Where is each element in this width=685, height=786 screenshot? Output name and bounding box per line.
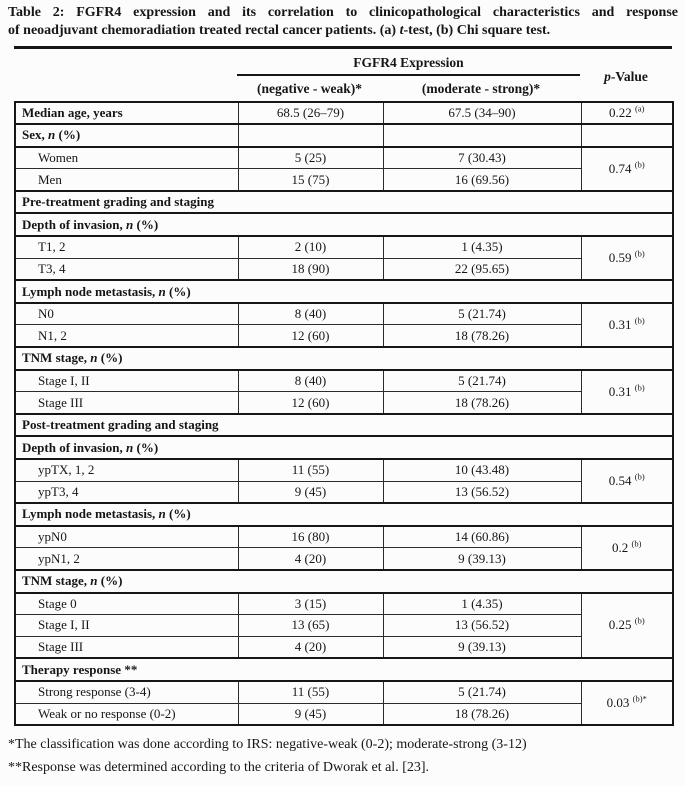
category-label: TNM stage, n (%) bbox=[15, 347, 673, 370]
value-cell: 8 (40) bbox=[238, 370, 383, 392]
value-cell: 4 (20) bbox=[238, 636, 383, 658]
empty-cell bbox=[581, 124, 673, 147]
p-value-superscript: (b) bbox=[634, 616, 645, 627]
category-label: Post-treatment grading and staging bbox=[15, 414, 673, 437]
table-footnotes bbox=[8, 733, 685, 779]
category-row bbox=[15, 213, 673, 236]
p-value-superscript: (b) bbox=[634, 315, 645, 326]
value-cell: 12 (60) bbox=[238, 325, 383, 347]
category-row bbox=[15, 658, 673, 681]
p-value-cell: 0.54 $^{(b)}$ bbox=[581, 459, 673, 503]
row-label: Stage 0 bbox=[15, 593, 238, 615]
category-row bbox=[15, 191, 673, 214]
value-cell: 18 (78.26) bbox=[383, 392, 581, 414]
table-row bbox=[15, 459, 673, 481]
category-label: TNM stage, n (%) bbox=[15, 570, 673, 593]
value-cell: 7 (30.43) bbox=[383, 147, 581, 169]
value-cell: 18 (90) bbox=[238, 258, 383, 280]
value-cell: 67.5 (34–90) bbox=[383, 102, 581, 125]
table-row bbox=[15, 392, 673, 414]
table-row bbox=[15, 370, 673, 392]
table-caption-line2: of neoadjuvant chemoradiation treated rectal cancer patients. (a) t-test, (b) Chi square test. bbox=[8, 22, 551, 38]
p-value-cell: 0.74 $^{(b)}$ bbox=[581, 147, 673, 191]
value-cell: 11 (55) bbox=[238, 681, 383, 703]
value-cell: 9 (39.13) bbox=[383, 548, 581, 570]
category-row bbox=[15, 436, 673, 459]
value-cell: 8 (40) bbox=[238, 303, 383, 325]
category-label: Depth of invasion, n (%) bbox=[15, 436, 673, 459]
category-row bbox=[15, 347, 673, 370]
value-cell: 22 (95.65) bbox=[383, 258, 581, 280]
category-label: Pre-treatment grading and staging bbox=[15, 191, 673, 214]
value-cell: 16 (80) bbox=[238, 526, 383, 548]
row-label: T3, 4 bbox=[15, 258, 238, 280]
table-row bbox=[15, 258, 673, 280]
row-label: ypN0 bbox=[15, 526, 238, 548]
row-label: Stage III bbox=[15, 636, 238, 658]
value-cell: 9 (39.13) bbox=[383, 636, 581, 658]
row-label: T1, 2 bbox=[15, 236, 238, 258]
table-header bbox=[14, 49, 672, 101]
header-col-p-value: p-Value bbox=[604, 68, 648, 84]
row-label: Stage III bbox=[15, 392, 238, 414]
data-table bbox=[14, 101, 674, 727]
table-row bbox=[15, 548, 673, 570]
category-row bbox=[15, 280, 673, 303]
value-cell: 13 (56.52) bbox=[383, 615, 581, 637]
footnote-irs-classification: *The classification was done according to IRS: negative-weak (0-2); moderate-strong (3-12) bbox=[8, 737, 527, 753]
table-row bbox=[15, 703, 673, 725]
table-row bbox=[15, 481, 673, 503]
value-cell: 14 (60.86) bbox=[383, 526, 581, 548]
value-cell: 68.5 (26–79) bbox=[238, 102, 383, 125]
category-label: Lymph node metastasis, n (%) bbox=[15, 503, 673, 526]
value-cell: 11 (55) bbox=[238, 459, 383, 481]
value-cell: 4 (20) bbox=[238, 548, 383, 570]
value-cell: 18 (78.26) bbox=[383, 703, 581, 725]
table-row bbox=[15, 303, 673, 325]
value-cell: 1 (4.35) bbox=[383, 236, 581, 258]
table-row bbox=[15, 526, 673, 548]
p-value-cell: 0.25 $^{(b)}$ bbox=[581, 593, 673, 659]
header-col-moderate-strong: (moderate - strong)* bbox=[421, 80, 541, 96]
p-value-superscript: (b) bbox=[634, 159, 645, 170]
row-label: ypN1, 2 bbox=[15, 548, 238, 570]
row-label: Weak or no response (0-2) bbox=[15, 703, 238, 725]
p-value-superscript: (b) bbox=[634, 248, 645, 259]
row-label: N0 bbox=[15, 303, 238, 325]
table-row bbox=[15, 325, 673, 347]
value-cell: 18 (78.26) bbox=[383, 325, 581, 347]
table-row bbox=[15, 593, 673, 615]
category-label: Depth of invasion, n (%) bbox=[15, 213, 673, 236]
row-label: ypT3, 4 bbox=[15, 481, 238, 503]
p-value-superscript: (b) bbox=[631, 538, 642, 549]
p-value-cell: 0.2 $^{(b)}$ bbox=[581, 526, 673, 570]
footnote-dworak-criteria: **Response was determined according to the criteria of Dworak et al. [23]. bbox=[8, 760, 430, 776]
category-row bbox=[15, 124, 673, 147]
value-cell: 5 (21.74) bbox=[383, 303, 581, 325]
table-row bbox=[15, 169, 673, 191]
value-cell: 12 (60) bbox=[238, 392, 383, 414]
p-value-superscript: (a) bbox=[635, 103, 645, 114]
table-caption-line1: Table 2: FGFR4 expression and its correlation to clinicopathological characteristics and response bbox=[8, 5, 678, 20]
category-label: Lymph node metastasis, n (%) bbox=[15, 280, 673, 303]
p-value-cell: 0.31 $^{(b)}$ bbox=[581, 370, 673, 414]
table-row bbox=[15, 681, 673, 703]
row-label: Stage I, II bbox=[15, 615, 238, 637]
value-cell: 5 (21.74) bbox=[383, 681, 581, 703]
table-row bbox=[15, 615, 673, 637]
header-group-fgfr4 bbox=[237, 53, 580, 101]
table-caption bbox=[8, 4, 678, 39]
category-label: Therapy response ** bbox=[15, 658, 673, 681]
row-label: Stage I, II bbox=[15, 370, 238, 392]
category-row bbox=[15, 503, 673, 526]
value-cell: 15 (75) bbox=[238, 169, 383, 191]
empty-cell bbox=[383, 124, 581, 147]
value-cell: 9 (45) bbox=[238, 703, 383, 725]
row-label: Strong response (3-4) bbox=[15, 681, 238, 703]
row-label: Median age, years bbox=[15, 102, 238, 125]
table-row bbox=[15, 236, 673, 258]
value-cell: 2 (10) bbox=[238, 236, 383, 258]
row-label: Men bbox=[15, 169, 238, 191]
row-label: ypTX, 1, 2 bbox=[15, 459, 238, 481]
value-cell: 1 (4.35) bbox=[383, 593, 581, 615]
value-cell: 3 (15) bbox=[238, 593, 383, 615]
value-cell: 16 (69.56) bbox=[383, 169, 581, 191]
p-value-superscript: (b) bbox=[634, 471, 645, 482]
table-row bbox=[15, 636, 673, 658]
value-cell: 5 (21.74) bbox=[383, 370, 581, 392]
p-value-cell: 0.22 $^{(a)}$ bbox=[581, 102, 673, 125]
value-cell: 5 (25) bbox=[238, 147, 383, 169]
p-value-cell: 0.59 $^{(b)}$ bbox=[581, 236, 673, 280]
empty-cell bbox=[238, 124, 383, 147]
table-row bbox=[15, 102, 673, 125]
value-cell: 13 (65) bbox=[238, 615, 383, 637]
header-subcolumns bbox=[237, 76, 580, 101]
value-cell: 9 (45) bbox=[238, 481, 383, 503]
p-value-cell: 0.03 $^{(b)*}$ bbox=[581, 681, 673, 725]
p-value-superscript: (b)* bbox=[632, 693, 647, 704]
row-label: Women bbox=[15, 147, 238, 169]
header-group-label: FGFR4 Expression bbox=[237, 53, 580, 76]
row-label: N1, 2 bbox=[15, 325, 238, 347]
value-cell: 13 (56.52) bbox=[383, 481, 581, 503]
category-label: Sex, n (%) bbox=[15, 124, 238, 147]
p-value-cell: 0.31 $^{(b)}$ bbox=[581, 303, 673, 347]
header-col-negative-weak: (negative - weak)* bbox=[257, 80, 362, 96]
category-row bbox=[15, 570, 673, 593]
value-cell: 10 (43.48) bbox=[383, 459, 581, 481]
category-row bbox=[15, 414, 673, 437]
p-value-superscript: (b) bbox=[634, 382, 645, 393]
table-row bbox=[15, 147, 673, 169]
